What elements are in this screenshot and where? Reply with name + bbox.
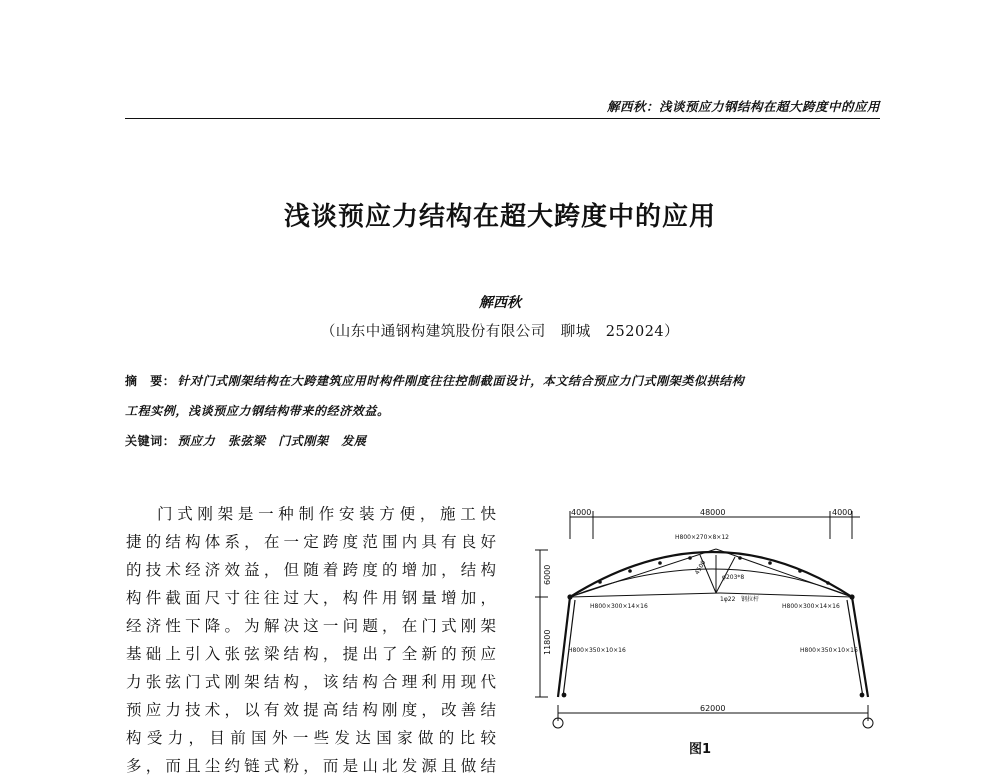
joint (849, 594, 854, 599)
member-label: 1φ22 (720, 596, 736, 603)
joint (567, 594, 572, 599)
member-label: 钢拉杆 (741, 596, 760, 603)
header-rule (125, 118, 880, 119)
member-label: H800×300×14×16 (590, 603, 648, 610)
dim-label: 6000 (543, 564, 552, 585)
joint (658, 561, 662, 565)
member-label: 4500 (693, 559, 708, 576)
joint (628, 569, 632, 573)
paper-title: 浅谈预应力结构在超大跨度中的应用 (283, 202, 716, 232)
joint (688, 556, 692, 560)
body-line: 构受力，目前国外一些发达国家做的比较 (126, 729, 496, 747)
member-label: H800×350×10×16 (800, 647, 858, 654)
joint (826, 581, 830, 585)
tie-right (720, 593, 852, 597)
dim-label: 4000 (571, 508, 592, 517)
body-line: 力张弦门式刚架结构，该结构合理利用现代 (126, 673, 496, 691)
body-line: 多，而且尘约链式粉，而是山北发源且做结 (126, 757, 496, 775)
body-line: 基础上引入张弦梁结构，提出了全新的预应 (126, 645, 496, 663)
member-label: H800×350×10×16 (568, 647, 626, 654)
tie-left (570, 593, 720, 597)
paper-affiliation: （山东中通钢构建筑股份有限公司 聊城 252024） (320, 324, 680, 340)
structural-frame-figure (530, 505, 875, 740)
member-label: φ203*8 (722, 574, 745, 581)
member-label: H800×300×14×16 (782, 603, 840, 610)
abstract-text-2: 工程实例，浅谈预应力钢结构带来的经济效益。 (125, 404, 390, 418)
joint (562, 693, 567, 698)
body-line: 预应力技术，以有效提高结构刚度，改善结 (126, 701, 496, 719)
abstract-label: 摘 要： (125, 374, 176, 388)
body-line: 门式刚架是一种制作安装方便，施工快 (157, 505, 496, 523)
joint (860, 693, 865, 698)
abstract-line-1 (125, 372, 885, 389)
dim-label: 48000 (700, 508, 726, 517)
abstract-line-2 (125, 402, 885, 419)
joint (738, 556, 742, 560)
joint (598, 580, 602, 584)
keywords-line (125, 432, 885, 449)
body-line: 捷的结构体系，在一定跨度范围内具有良好 (126, 533, 496, 551)
abstract-text-1: 针对门式刚架结构在大跨建筑应用时构件刚度往往控制截面设计，本文结合预应力门式刚架类似拱结构 (177, 374, 745, 388)
body-line: 的技术经济效益，但随着跨度的增加，结构 (126, 561, 496, 579)
body-line: 经济性下降。为解决这一问题，在门式刚架 (126, 617, 496, 635)
body-column (126, 500, 496, 780)
dim-label: 11800 (543, 629, 552, 655)
member-label: H800×270×8×12 (675, 534, 729, 541)
paper-author: 解西秋 (479, 295, 521, 311)
joint (798, 569, 802, 573)
joint (768, 561, 772, 565)
figure-caption: 图1 (688, 742, 712, 757)
frame-outer (558, 552, 868, 697)
body-line: 构件截面尺寸往往过大，构件用钢量增加， (126, 589, 496, 607)
keywords-label: 关键词： (125, 434, 176, 448)
cable-right (716, 549, 852, 597)
dim-label: 4000 (832, 508, 853, 517)
running-head: 解西秋：浅谈预应力钢结构在超大跨度中的应用 (606, 99, 880, 114)
dim-label: 62000 (700, 704, 726, 713)
keywords-text: 预应力 张弦梁 门式刚架 发展 (177, 434, 367, 448)
